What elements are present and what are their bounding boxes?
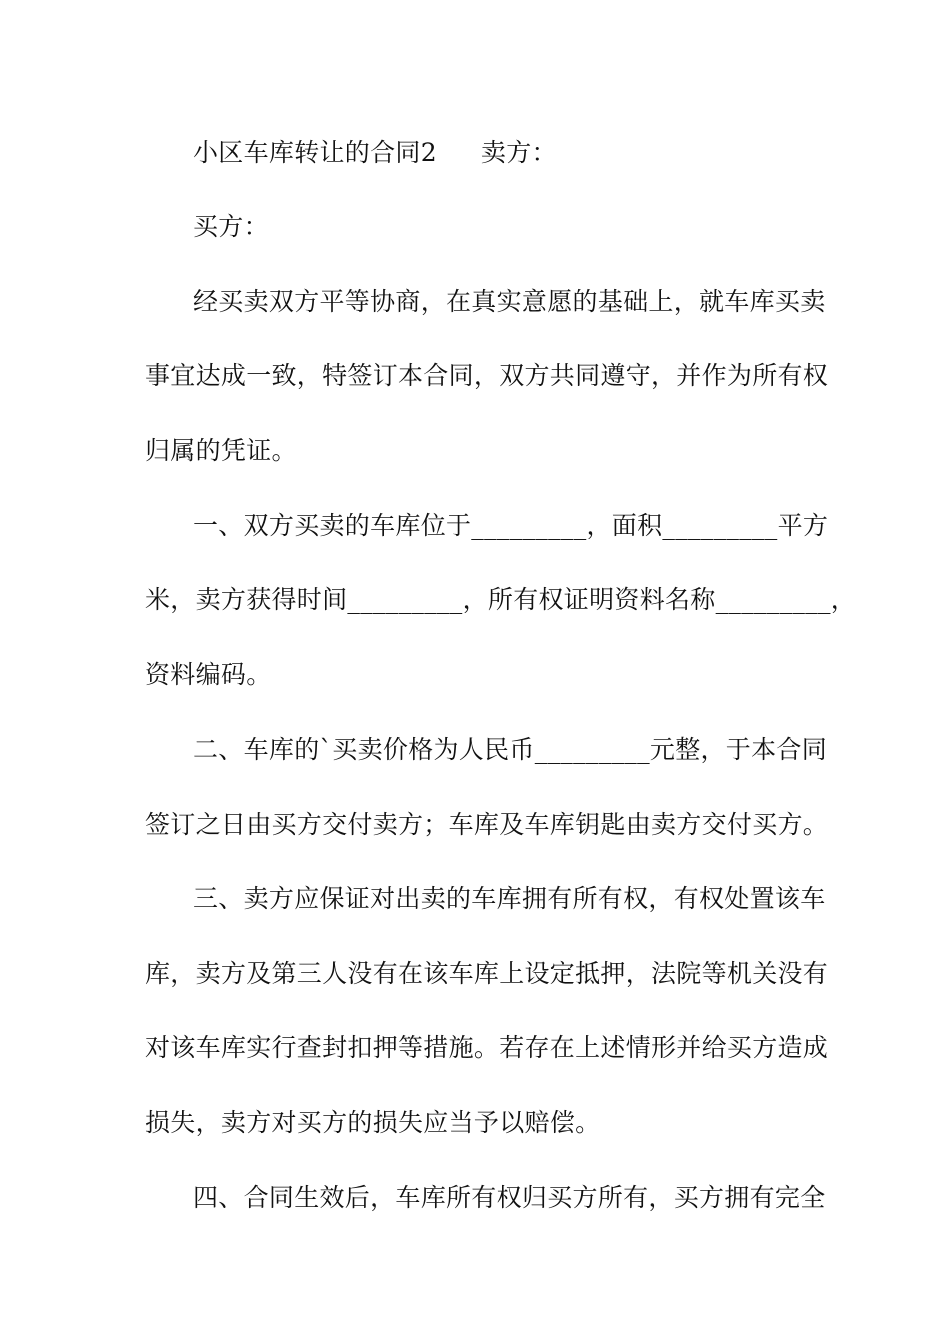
clause-3-line: 对该车库实行查封扣押等措施。若存在上述情形并给买方造成 (145, 1033, 829, 1062)
clause-4-line: 四、合同生效后，车库所有权归买方所有，买方拥有完全 (193, 1183, 826, 1212)
paragraph-line: 归属的凭证。 (145, 436, 297, 465)
clause-1-line: 米，卖方获得时间_________，所有权证明资料名称_________， (145, 585, 857, 614)
document-header-line (193, 136, 873, 170)
clause-3-line: 库，卖方及第三人没有在该车库上设定抵押，法院等机关没有 (145, 959, 829, 988)
clause-3-line: 三、卖方应保证对出卖的车库拥有所有权，有权处置该车 (193, 884, 826, 913)
paragraph-line: 经买卖双方平等协商，在真实意愿的基础上，就车库买卖 (193, 287, 826, 316)
clause-2-line: 签订之日由买方交付卖方；车库及车库钥匙由卖方交付买方。 (145, 810, 829, 839)
clause-3-line: 损失，卖方对买方的损失应当予以赔偿。 (145, 1108, 601, 1137)
document-title: 小区车库转让的合同2 (193, 138, 437, 167)
seller-label: 卖方： (480, 138, 557, 167)
clause-1-line: 资料编码。 (145, 660, 272, 689)
clause-2-line: 二、车库的`买卖价格为人民币_________元整，于本合同 (193, 735, 828, 764)
paragraph-line: 事宜达成一致，特签订本合同，双方共同遵守，并作为所有权 (145, 361, 829, 390)
buyer-line: 买方： (193, 212, 269, 241)
clause-1-line: 一、双方买卖的车库位于_________，面积_________平方 (193, 511, 829, 540)
